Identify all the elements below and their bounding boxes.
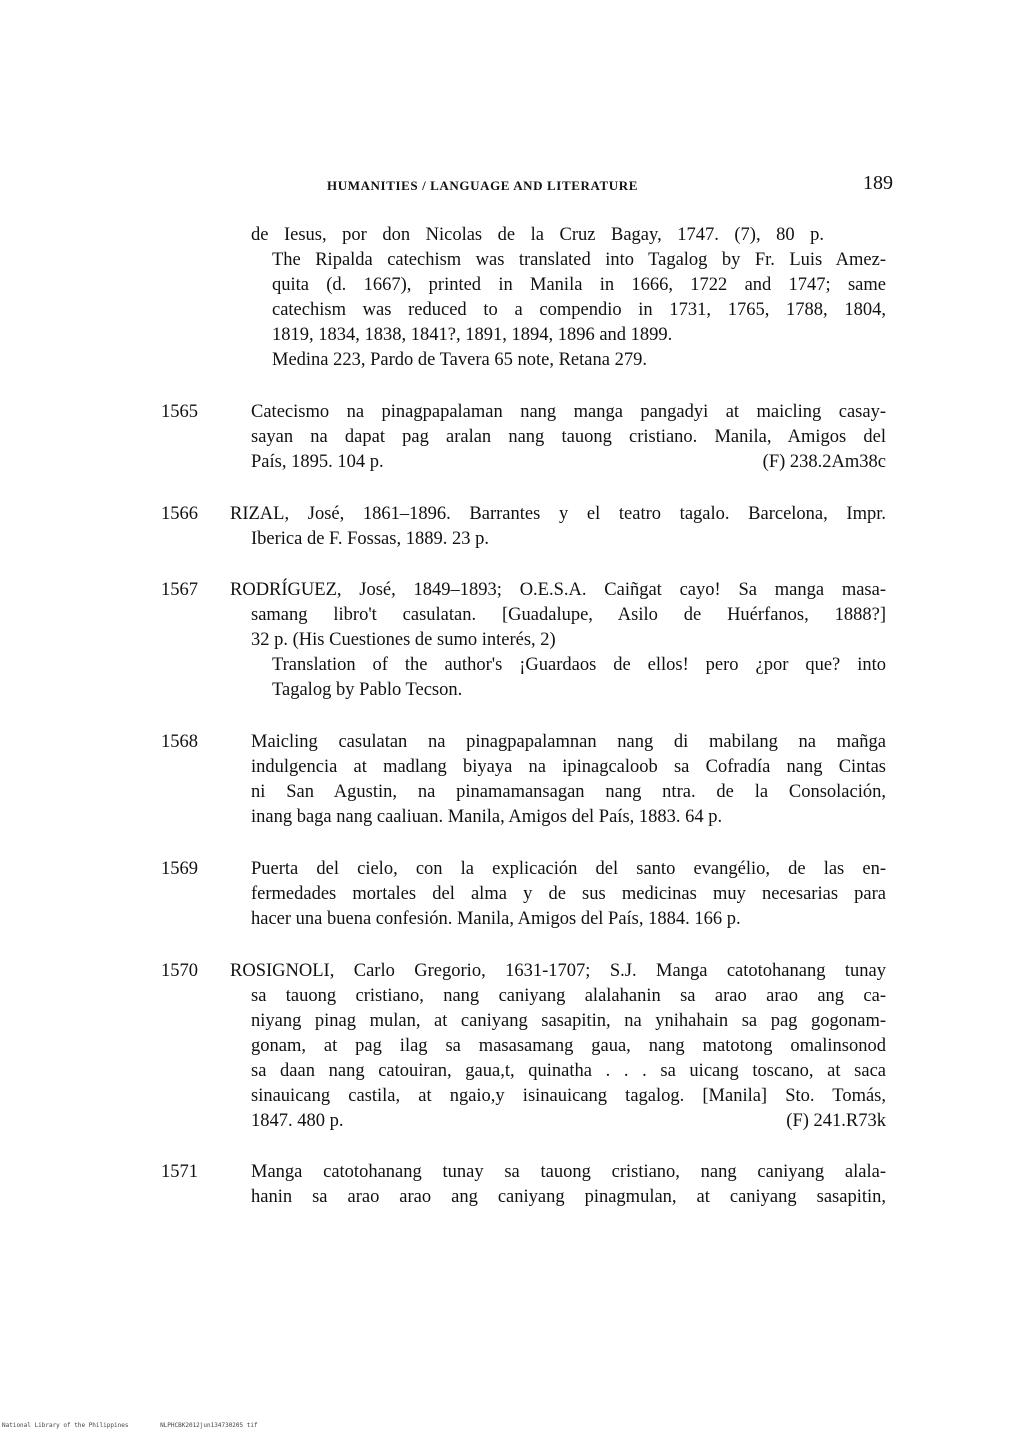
page-number: 189 [863, 172, 893, 194]
entry-line: RODRÍGUEZ, José, 1849–1893; O.E.S.A. Caiñgat cayo! Sa manga masa- [230, 580, 886, 600]
entry-number: 1567 [161, 580, 198, 600]
entry-line: hacer una buena confesión. Manila, Amigos del País, 1884. 166 p. [251, 909, 741, 929]
entry-line: Manga catotohanang tunay sa tauong cristiano, nang caniyang alala- [251, 1162, 886, 1182]
entry-line: País, 1895. 104 p. [251, 452, 384, 472]
call-number: (F) 238.2Am38c [762, 452, 886, 472]
entry-line: Catecismo na pinagpapalaman nang manga pangadyi at maicling casay- [251, 402, 886, 422]
entry-line: hanin sa arao arao ang caniyang pinagmulan, at caniyang sasapitin, [251, 1187, 886, 1207]
entry-line: sayan na dapat pag aralan nang tauong cristiano. Manila, Amigos del [251, 427, 886, 447]
entry-line: sinauicang castila, at ngaio,y isinauicang tagalog. [Manila] Sto. Tomás, [251, 1086, 886, 1106]
entry-number: 1568 [161, 732, 198, 752]
library-name: National Library of the Philippines [2, 1422, 129, 1429]
entry-number: 1569 [161, 859, 198, 879]
entry-number: 1565 [161, 402, 198, 422]
continuation-line: quita (d. 1667), printed in Manila in 1666, 1722 and 1747; same [272, 275, 886, 295]
continuation-line: de Iesus, por don Nicolas de la Cruz Bagay, 1747. (7), 80 p. [251, 225, 824, 245]
entry-line: Puerta del cielo, con la explicación del santo evangélio, de las en- [251, 859, 886, 879]
entry-line: ni San Agustin, na pinamamansagan nang ntra. de la Consolación, [251, 782, 886, 802]
continuation-line: The Ripalda catechism was translated into Tagalog by Fr. Luis Amez- [272, 250, 886, 270]
continuation-line: catechism was reduced to a compendio in 1731, 1765, 1788, 1804, [272, 300, 886, 320]
entry-line: Tagalog by Pablo Tecson. [272, 680, 463, 700]
entry-line: 32 p. (His Cuestiones de sumo interés, 2) [251, 630, 556, 650]
entry-number: 1566 [161, 504, 198, 524]
entry-line: fermedades mortales del alma y de sus medicinas muy necesarias para [251, 884, 886, 904]
entry-line: niyang pinag mulan, at caniyang sasapitin, na ynihahain sa pag gogonam- [251, 1011, 886, 1031]
entry-line: Maicling casulatan na pinagpapalamnan nang di mabilang na mañga [251, 732, 886, 752]
running-head: HUMANITIES / LANGUAGE AND LITERATURE [327, 178, 639, 193]
entry-line: inang baga nang caaliuan. Manila, Amigos del País, 1883. 64 p. [251, 807, 723, 827]
entry-line: Iberica de F. Fossas, 1889. 23 p. [251, 529, 489, 549]
running-header [327, 174, 893, 198]
entry-line: Translation of the author's ¡Guardaos de ellos! pero ¿por que? into [272, 655, 886, 675]
call-number: (F) 241.R73k [786, 1111, 886, 1131]
scan-id: NLPHCBK2012jun134730205 tif [160, 1422, 258, 1429]
continuation-line: Medina 223, Pardo de Tavera 65 note, Retana 279. [272, 350, 647, 370]
entry-line: 1847. 480 p. [251, 1111, 344, 1131]
entry-line: sa daan nang catouiran, gaua,t, quinatha . . . sa uicang toscano, at saca [251, 1061, 886, 1081]
continuation-line: 1819, 1834, 1838, 1841?, 1891, 1894, 1896 and 1899. [272, 325, 673, 345]
entry-number: 1570 [161, 961, 198, 981]
entry-line: indulgencia at madlang biyaya na ipinagcaloob sa Cofradía nang Cintas [251, 757, 886, 777]
entry-line: gonam, at pag ilag sa masasamang gaua, nang matotong omalinsonod [251, 1036, 886, 1056]
entry-number: 1571 [161, 1162, 198, 1182]
entry-line: ROSIGNOLI, Carlo Gregorio, 1631-1707; S.J. Manga catotohanang tunay [230, 961, 886, 981]
entry-line: samang libro't casulatan. [Guadalupe, Asilo de Huérfanos, 1888?] [251, 605, 886, 625]
entry-line: RIZAL, José, 1861–1896. Barrantes y el teatro tagalo. Barcelona, Impr. [230, 504, 886, 524]
entry-line: sa tauong cristiano, nang caniyang alalahanin sa arao arao ang ca- [251, 986, 886, 1006]
scan-footer [2, 1422, 286, 1429]
